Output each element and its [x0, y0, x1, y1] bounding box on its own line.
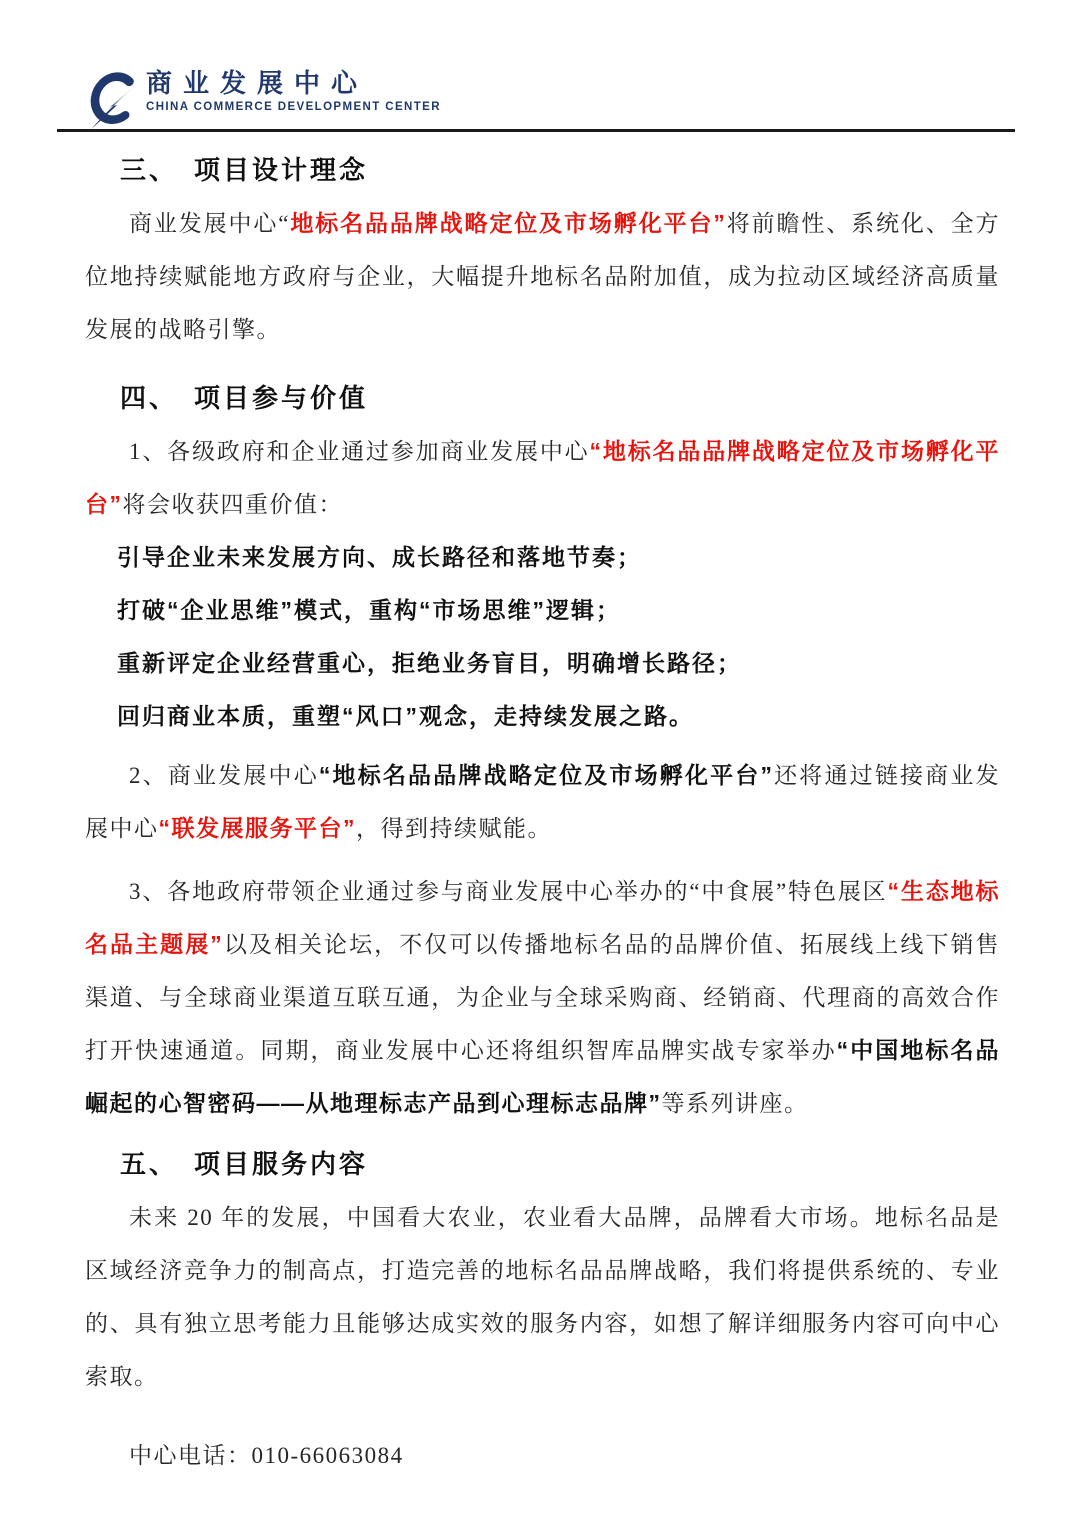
highlight-platform-name: 地标名品品牌战略定位及市场孵化平台” [290, 210, 727, 236]
header-divider [57, 129, 1015, 132]
letterhead [86, 68, 441, 130]
paragraph-service-content: 未来 20 年的发展，中国看大农业，农业看大品牌，品牌看大市场。地标名品是区域经济竞争力的制高点，打造完善的地标名品品牌战略，我们将提供系统的、专业的、具有独立思考能力且能够达成实效的服务内容，如想了解详细服务内容可向中心索取。 [85, 1205, 1000, 1389]
text-run: 等系列讲座。 [661, 1091, 809, 1116]
value-item-1: 引导企业未来发展方向、成长路径和落地节奏； [117, 544, 642, 570]
logo-name-en: CHINA COMMERCE DEVELOPMENT CENTER [146, 101, 441, 113]
text-run: 2、商业发展中心 [129, 763, 319, 788]
bold-platform-name: “地标名品品牌战略定位及市场孵化平台” [318, 762, 774, 788]
text-run: 将会收获四重价值： [122, 492, 343, 517]
section-heading-4: 四、 项目参与价值 [120, 383, 369, 413]
text-run: 3、各地政府带领企业通过参与商业发展中心举办的“中食展”特色展区 [129, 879, 888, 904]
paragraph-design-concept [85, 197, 1000, 356]
cdc-swoosh-c-icon [86, 68, 138, 130]
document-body [85, 134, 1000, 1482]
contact-phone: 中心电话：010-66063084 [129, 1443, 404, 1468]
highlight-platform-name: “地标名品品牌战略定位及市场孵化平台” [85, 438, 1001, 517]
section-heading-3: 三、 项目设计理念 [120, 155, 369, 185]
highlight-service-platform: “联发展服务平台” [158, 815, 356, 841]
text-run: 1、各级政府和企业通过参加商业发展中心 [129, 439, 590, 464]
value-item-2: 打破“企业思维”模式，重构“市场思维”逻辑； [117, 597, 621, 623]
value-item-4: 回归商业本质，重塑“风口”观念，走持续发展之路。 [117, 703, 694, 729]
text-run: ，得到持续赋能。 [356, 816, 552, 841]
text-run: 还将通过链接商业发展中心 [85, 763, 1001, 841]
highlight-expo-zone: “生态地标名品主题展” [85, 878, 1000, 957]
paragraph-value-1 [85, 425, 1000, 531]
text-run: 将前瞻性、系统化、全方位地持续赋能地方政府与企业，大幅提升地标名品附加值，成为拉动区域经济高质量发展的战略引擎。 [85, 211, 1001, 342]
logo-name-cn: 商业发展中心 [146, 68, 369, 98]
text-run: 以及相关论坛，不仅可以传播地标名品的品牌价值、拓展线上线下销售渠道、与全球商业渠道互联互通，为企业与全球采购商、经销商、代理商的高效合作打开快速通道。同期，商业发展中心还将组织智库品牌实战专家举办 [85, 932, 1001, 1063]
paragraph-value-2 [85, 749, 1000, 855]
value-item-3: 重新评定企业经营重心，拒绝业务盲目，明确增长路径； [117, 650, 742, 676]
text-run: 商业发展中心“ [129, 211, 290, 236]
logo-text [146, 68, 441, 113]
paragraph-value-3 [85, 865, 1000, 1130]
section-heading-5: 五、 项目服务内容 [120, 1149, 369, 1179]
bold-lecture-title: “中国地标名品崛起的心智密码——从地理标志产品到心理标志品牌” [85, 1037, 1001, 1116]
